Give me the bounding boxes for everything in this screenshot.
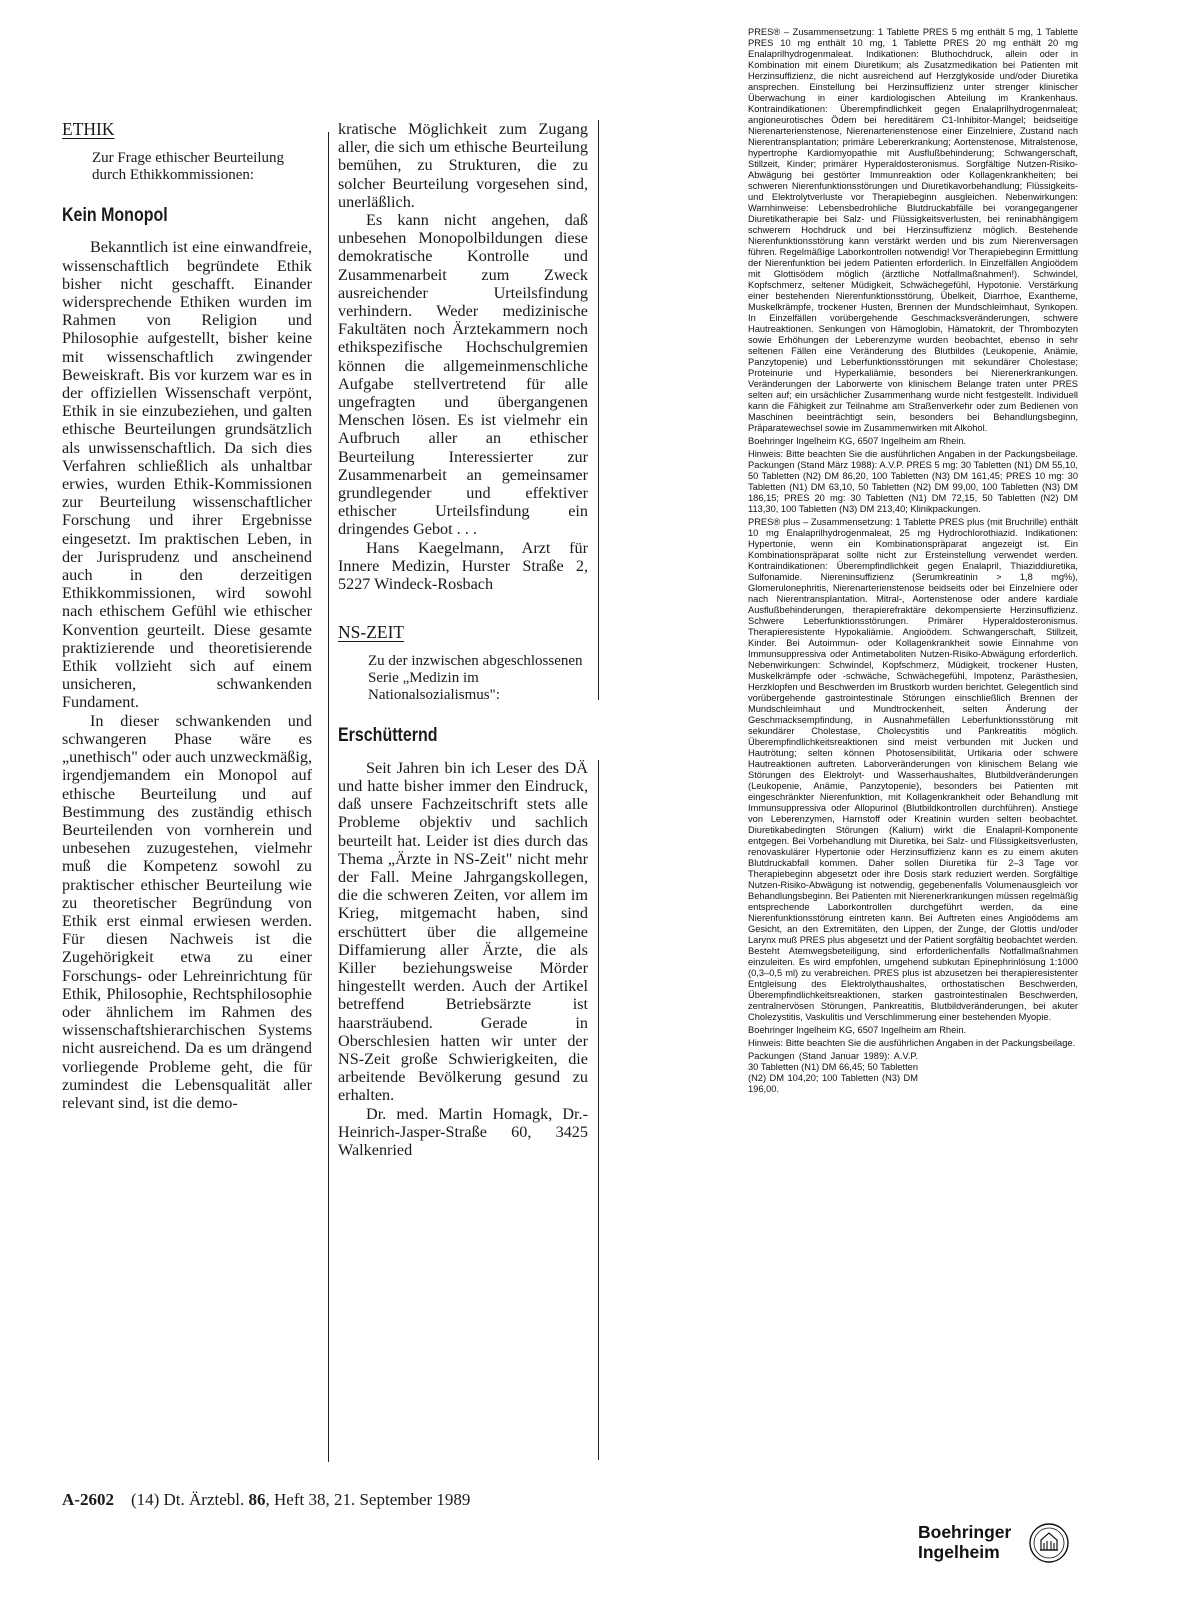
- letter-paragraph: Es kann nicht angehen, daß unbesehen Monopolbildungen diese demokratische Kontrolle und Zusammenarbeit zum Zweck ausreichender Urteilsfindung verhindern. Weder medizinische Fakultäten noch Ärztekammern noch ethikspezifische Hochschulgremien können die allgemeinmenschliche Aufgabe stellvertretend für alle ungefragten und übergangenen Menschen lösen. Es ist vielmehr ein Aufbruch aller an ethischer Beurteilung Interessierter zur Zusammenarbeit an gemeinsamer grundlegender und effektiver ethischer Urteilsfindung ein dringendes Gebot . . .: [338, 211, 588, 539]
- section-heading-ethik: ETHIK: [62, 119, 115, 139]
- page-footer: [62, 1490, 470, 1510]
- brand-name: [918, 1522, 1011, 1562]
- brand-name-line-2: Ingelheim: [918, 1542, 1000, 1562]
- letter-paragraph: In dieser schwankenden und schwangeren Phase wäre es „unethisch" oder auch unzweckmäßig, irgendjemandem ein Monopol auf ethische Beurteilung und auf Bestimmung des zuständig ethisch Beurteilenden von vornherein und unbesehen zuzugestehen, vielmehr muß die Kompetenz sowohl zu praktischer ethischer Beurteilung wie zu theoretischer Begründung von Ethik erst einmal erwiesen werden. Für diesen Nachweis ist die Zugehörigkeit etwa zu einer Forschungs- oder Lehreinrichtung für Ethik, Philosophie, Rechtsphilosophie oder ähnlichem im Rahmen des wissenschaftshierarchischen Systems nicht ausreichend. Da es um drängend vorliegende Probleme geht, die für zumindest die Lebensqualität aller relevant sind, ist die demo-: [62, 711, 312, 1112]
- pres-plus-composition-text: PRES® plus – Zusammensetzung: 1 Tablette PRES plus (mit Bruchrille) enthält 10 mg Enalaprilhydrogenmaleat, 25 mg Hydrochlorothiazid. Indikationen: Hypertonie, wenn ein Kombinationspräparat angezeigt ist. Ein Kombinationspräparat sollte nicht zur Ersteinstellung verwendet werden. Kontraindikationen: Überempfindlichkeit gegen Enalapril, Thiaziddiuretika, Sulfonamide. Niereninsuffizienz (Serumkreatinin > 1,8 mg%), Glomerulonephritis, Nierenarterienstenose beidseits oder bei Einzelniere oder nach Nierentransplantation. Mitral-, Aortenstenose oder andere kardiale Ausflußbehinderungen, therapierefraktäre dekompensierte Herzinsuffizienz. Schwere Leberfunktionsstörungen. Primärer Hyperaldosteronismus. Therapieresistente Hypokaliämie. Angioödem. Schwangerschaft, Stillzeit, Kinder. Bei Autoimmun- oder Kollagenkrankheit sowie Einnahme von Immunsuppressiva oder Antimetaboliten Nutzen-Risiko-Abwägung erforderlich. Nebenwirkungen: Schwindel, Kopfschmerz, Müdigkeit, trockener Husten, Muskelkrämpfe oder -schwäche, Schwächegefühl, Impotenz, Parästhesien, Herzklopfen und Beschwerden im Brustkorb wurden berichtet. Gelegentlich sind vorübergehende gastrointestinale Störungen einschließlich Brennen der Mundschleimhaut und Mundtrockenheit, selten Änderung der Geschmacksempfindung, in Ausnahmefällen Leberfunktionsstörung mit sekundärer Cholestase, Cholecystitis und Pankreatitis möglich. Überempfindlichkeitsreaktionen sind meist verbunden mit Jucken und Hautrötung; selten können Photosensibilität, Urtikaria oder schwere Hautreaktionen auftreten. Laborveränderungen von klinischem Belang wie Störungen des Elektrolyt- und Wasserhaushaltes, Blutbildveränderungen (Leukopenie, Anämie, Panzytopenie), besonders bei Patienten mit eingeschränkter Nierenfunktion, mit Kollagenkrankheit oder Behandlung mit Immunsuppressiva oder Allopurinol (Blutbildkontrollen durchführen). Anstiege von Leberenzymen, Harnstoff oder Kreatinin wurden selten beobachtet. Diuretikabedingten Störungen (Kalium) wirkt die Enalapril-Komponente entgegen. Bei Vorbehandlung mit Diuretika, bei Salz- und Flüssigkeitsverlusten, renovaskulärer Hypertonie oder Herzinsuffizienz kann es zu einem akuten Blutdruckabfall kommen. Daher sollen Diuretika für 2–3 Tage vor Therapiebeginn abgesetzt oder ihre Dosis stark reduziert werden. Sorgfältige Nutzen-Risiko-Abwägung ist notwendig, gegebenenfalls Volumenausgleich vor Behandlungsbeginn. Bei Patienten mit Nierenerkrankungen müssen regelmäßig entsprechende Laborkontrollen durchgeführt werden, da eine Nierenfunktionsstörung eintreten kann. Bei Auftreten eines Angioödems am Gesicht, an den Extremitäten, den Lippen, der Zunge, der Glottis und/oder Larynx muß PRES plus abgesetzt und der Patient sorgfältig beobachtet werden. Besteht Atemwegsbeteiligung, sind erforderlichenfalls Notfallmaßnahmen einzuleiten. Es wird empfohlen, umgehend subkutan Epinephrinlösung 1:1000 (0,3–0,5 ml) zu verabreichen. PRES plus ist abzusetzen bei therapieresistenter Entgleisung des Elektrolythaushaltes, orthostatischen Beschwerden, Überempfindlichkeitsreaktionen, starken gastrointestinalen Beschwerden, zentralnervösen Störungen, Pankreatitis, Blutbildveränderungen, bei akuter Cholezystitis, Vaskulitis und Verschlimmerung einer bestehenden Myopie.: [748, 517, 1078, 1022]
- pres-composition-text: PRES® – Zusammensetzung: 1 Tablette PRES 5 mg enthält 5 mg, 1 Tablette PRES 10 mg enthält 10 mg, 1 Tablette PRES 20 mg enthält 20 mg Enalaprilhydrogenmaleat. Indikationen: Bluthochdruck, allein oder in Kombination mit einem Diuretikum; als Zusatzmedikation bei Patienten mit Herzinsuffizienz, die nicht ausreichend auf Herzglykoside und/oder Diuretika ansprechen. Einstellung bei Herzinsuffizienz unter strenger klinischer Überwachung in einer kardiologischen Abteilung im Krankenhaus. Kontraindikationen: Überempfindlichkeit gegen Enalaprilhydrogenmaleat; angioneurotisches Ödem bei hereditärem C1-Inhibitor-Mangel; beidseitige Nierenarterienstenose, Nierenarterienstenose einer Einzelniere, Zustand nach Nierentransplantation; primäre Lebererkrankung; Aortenstenose, Mitralstenose, hypertrophe Kardiomyopathie mit Ausflußbehinderung; Schwangerschaft, Stillzeit, Kinder; primärer Hyperaldosteronismus. Sorgfältige Nutzen-Risiko-Abwägung bei gestörter Immunreaktion oder Kollagenkrankheiten; bei schweren Nierenfunktionsstörungen und Diuretikavorbehandlung; Flüssigkeits- und Elektrolytverluste vor Therapiebeginn ausgleichen. Nebenwirkungen: Warnhinweise: Lebensbedrohliche Blutdruckabfälle bei vorangegangener Diuretikatherapie bei Salz- und Flüssigkeitsverlusten, bei reninabhängigem schwerem Hochdruck und bei Herzinsuffizienz möglich. Bestehende Nierenfunktionsstörung kann verstärkt werden und bis zum Nierenversagen führen. Regelmäßige Laborkontrollen notwendig! Vor Therapiebeginn Ermittlung der Nierenfunktion bei jedem Patienten erforderlich. In Einzelfällen Angioödem mit Glottisödem möglich (ärztliche Notfallmaßnahmen!). Schwindel, Kopfschmerz, seltener Müdigkeit, Schwächegefühl, Hypotonie. Verstärkung einer bestehenden Nierenfunktionsstörung, Übelkeit, Diarrhoe, Exantheme, Muskelkrämpfe, trockener Husten, Brennen der Mundschleimhaut, Synkopen. In Einzelfällen vorübergehende Geschmacksveränderungen, schwere Hautreaktionen. Senkungen von Hämoglobin, Hämatokrit, der Thrombozyten sowie Erhöhungen der Leberenzyme wurden beobachtet, ebenso in sehr seltenen Fällen eine Veränderung des Blutbildes (Leukopenie, Anämie, Panzytopenie) und Leberfunktionsstörungen mit sekundärer Cholestase; Proteinurie und Hyperkaliämie, besonders bei Nierenerkrankungen. Veränderungen der Laborwerte von klinischem Belange traten unter PRES selten auf; ein ursächlicher Zusammenhang wurde nicht festgestellt. Individuell kann die Fähigkeit zur Teilnahme am Straßenverkehr oder zum Bedienen von Maschinen beeinträchtigt sein, besonders bei Behandlungsbeginn, Präparatewechsel sowie im Zusammenwirken mit Alkohol.: [748, 27, 1078, 433]
- section-heading-ns-zeit: NS-ZEIT: [338, 622, 405, 643]
- letter-ethik-column: [62, 120, 312, 1112]
- journal-date: , Heft 38, 21. September 1989: [265, 1490, 471, 1509]
- letter-signature: Dr. med. Martin Homagk, Dr.-Heinrich-Jasper-Straße 60, 3425 Walkenried: [338, 1104, 588, 1159]
- pres-package-info: Hinweis: Bitte beachten Sie die ausführlichen Angaben in der Packungsbeilage. Packungen (Stand März 1988): A.V.P. PRES 5 mg: 30 Tabletten (N1) DM 55,10, 50 Tabletten (N2) DM 86,20, 100 Tabletten (N3) DM 161,45; PRES 10 mg: 30 Tabletten (N1) DM 63,10, 50 Tabletten (N2) DM 99,00, 100 Tabletten (N3) DM 186,15; PRES 20 mg: 30 Tabletten (N1) DM 72,15, 50 Tabletten (N2) DM 113,30, 100 Tabletten (N3) DM 213,40; Klinikpackungen.: [748, 449, 1078, 514]
- column-divider: [328, 132, 329, 1462]
- column-divider: [598, 120, 599, 700]
- letter-headline: Kein Monopol: [62, 204, 168, 227]
- page-number: A-2602: [62, 1490, 114, 1509]
- boehringer-ingelheim-logo: [918, 1520, 1083, 1582]
- company-address: Boehringer Ingelheim KG, 6507 Ingelheim am Rhein.: [748, 436, 967, 446]
- letter-ns-column: [338, 120, 588, 1159]
- letter-signature: Hans Kaegelmann, Arzt für Innere Medizin, Hurster Straße 2, 5227 Windeck-Rosbach: [338, 538, 588, 594]
- pres-advertisement: [748, 27, 1078, 1095]
- boehringer-emblem-icon: [1028, 1522, 1070, 1564]
- letter-intro: Zur Frage ethischer Beurteilung durch Ethikkommissionen:: [92, 150, 285, 184]
- journal-issue: (14) Dt. Ärztebl.: [130, 1490, 245, 1509]
- column-divider: [598, 760, 599, 1460]
- company-address: Boehringer Ingelheim KG, 6507 Ingelheim am Rhein.: [748, 1025, 967, 1035]
- letter-paragraph: Seit Jahren bin ich Leser des DÄ und hatte bisher immer den Eindruck, daß unsere Fachzeitschrift stets alle Probleme objektiv und sachlich beurteilt hat. Leider ist dies durch das Thema „Ärzte in NS-Zeit" nicht mehr der Fall. Meine Jahrgangskollegen, die die schweren Zeiten, vor allem im Krieg, mitgemacht haben, sind erschüttert über die allgemeine Diffamierung aller Ärzte, die als Killer beziehungsweise Mörder hingestellt werden. Auch der Artikel betreffend Betriebsärzte ist haarsträubend. Gerade in Oberschlesien hatten wir unter der NS-Zeit große Schwierigkeiten, die arbeitende Bevölkerung gesund zu erhalten.: [338, 758, 588, 1105]
- letter-intro: Zu der inzwischen abgeschlossenen Serie „Medizin im Nationalsozialismus":: [368, 653, 583, 704]
- journal-volume: 86: [248, 1490, 266, 1509]
- letter-paragraph: Bekanntlich ist eine einwandfreie, wissenschaftlich begründete Ethik bisher nicht geschafft. Einander widersprechende Ethiken wurden im Rahmen von Religion und Philosophie aufgestellt, bisher keine mit wissenschaftlich zwingender Beweiskraft. Bis vor kurzem war es in der offiziellen Wissenschaft verpönt, Ethik in sie einzubeziehen, und galten ethische Beurteilungen grundsätzlich als unwissenschaftlich. Da sich dies Verfahren schließlich als unhaltbar erwies, wurden Ethik-Kommissionen zur Beurteilung wissenschaftlicher Forschung und ihrer Ergebnisse eingesetzt. Im praktischen Leben, in der Jurisprudenz und anscheinend auch in den derzeitigen Ethikkommissionen, wird sowohl nach ethischem Gefühl wie ethischer Konvention geurteilt. Diese gesamte praktizierende und theoretisierende Ethik vollzieht sich auf einem unsicheren, schwankenden Fundament.: [62, 238, 312, 712]
- letter-paragraph-continued: kratische Möglichkeit zum Zugang aller, die sich um ethische Beurteilung bemühen, zu Strukturen, die zu solcher Beurteilung vorgesehen sind, unerläßlich.: [338, 120, 588, 211]
- pres-plus-package-info: Packungen (Stand Januar 1989): A.V.P. 30 Tabletten (N1) DM 66,45; 50 Tabletten (N2) DM 104,20; 100 Tabletten (N3) DM 196,00.: [748, 1051, 918, 1094]
- letter-headline: Erschütternd: [338, 724, 438, 747]
- brand-name-line-1: Boehringer: [918, 1522, 1012, 1542]
- pres-plus-hint: Hinweis: Bitte beachten Sie die ausführlichen Angaben in der Packungsbeilage.: [748, 1038, 1076, 1048]
